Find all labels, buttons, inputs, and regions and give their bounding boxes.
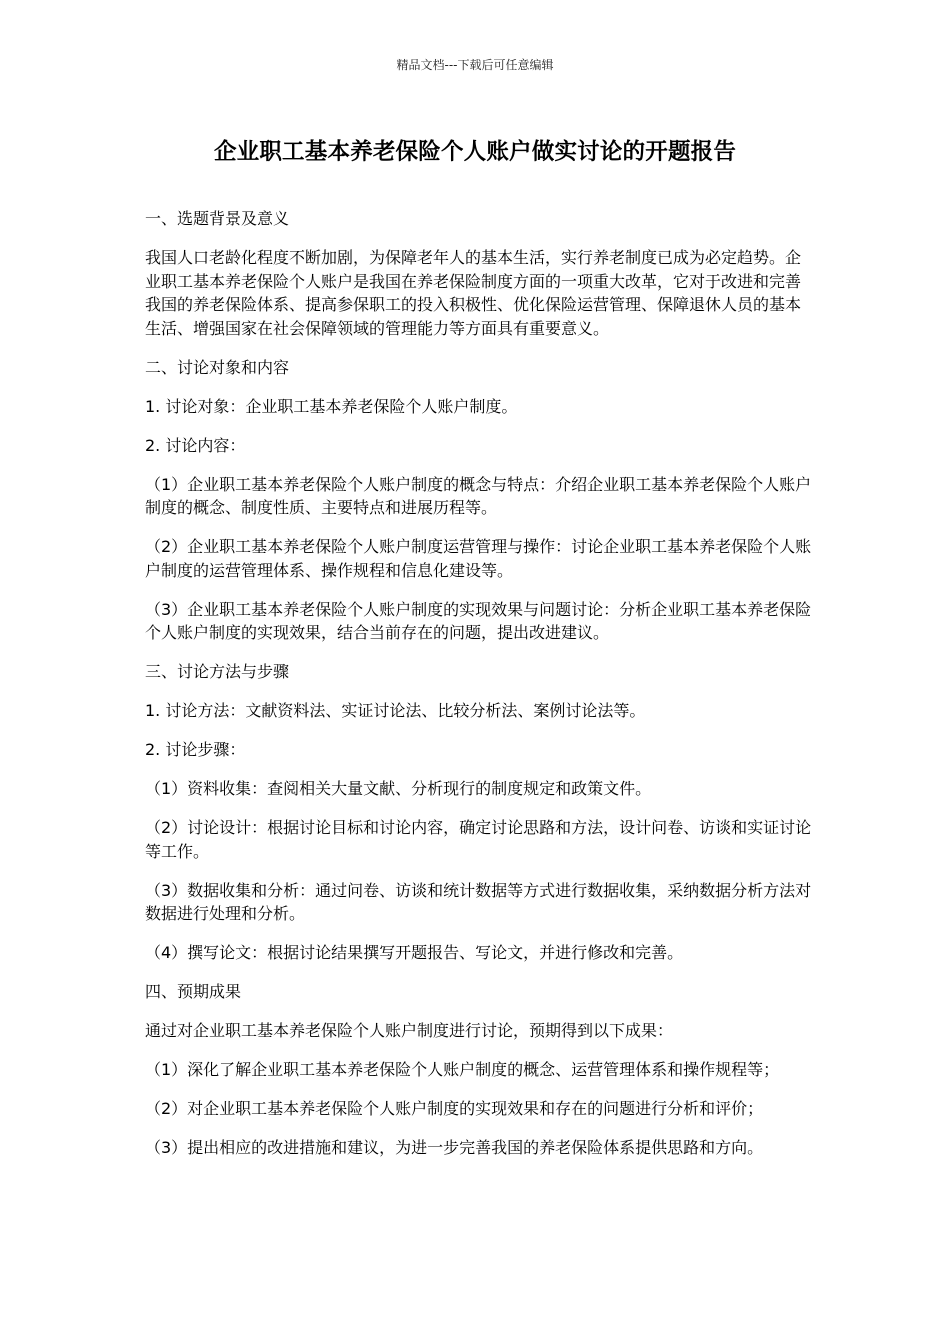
page-header: 精品文档---下载后可任意编辑: [396, 58, 554, 72]
sub-item-operation: （2）企业职工基本养老保险个人账户制度运营管理与操作：讨论企业职工基本养老保险个人账户制度的运营管理体系、操作规程和信息化建设等。: [145, 537, 812, 580]
sub-item-analysis: （3）数据收集和分析：通过问卷、访谈和统计数据等方式进行数据收集，采纳数据分析方法对数据进行处理和分析。: [145, 880, 812, 923]
section-heading-results: 四、预期成果: [145, 982, 242, 1001]
sub-item-design: （2）讨论设计：根据讨论目标和讨论内容，确定讨论思路和方法，设计问卷、访谈和实证讨论等工作。: [145, 818, 812, 861]
sub-item-result-2: （2）对企业职工基本养老保险个人账户制度的实现效果和存在的问题进行分析和评价；: [145, 1099, 764, 1118]
sub-item-result-3: （3）提出相应的改进措施和建议，为进一步完善我国的养老保险体系提供思路和方向。: [145, 1138, 764, 1157]
sub-item-collection: （1）资料收集：查阅相关大量文献、分析现行的制度规定和政策文件。: [145, 779, 652, 798]
list-item-object: 1. 讨论对象：企业职工基本养老保险个人账户制度。: [145, 396, 518, 416]
list-item-content: 2. 讨论内容：: [145, 435, 246, 455]
section-heading-methods: 三、讨论方法与步骤: [145, 662, 290, 681]
sub-item-result-1: （1）深化了解企业职工基本养老保险个人账户制度的概念、运营管理体系和操作规程等；: [145, 1060, 780, 1079]
list-item-methods: 1. 讨论方法：文献资料法、实证讨论法、比较分析法、案例讨论法等。: [145, 701, 646, 720]
document-body: [145, 207, 815, 1175]
section-heading-background: 一、选题背景及意义: [145, 209, 290, 228]
paragraph-background: 我国人口老龄化程度不断加剧，为保障老年人的基本生活，实行养老制度已成为必定趋势。企业职工基本养老保险个人账户是我国在养老保险制度方面的一项重大改革，它对于改进和完善我国的养老保险体系、提高参保职工的投入积极性、优化保险运营管理、保障退休人员的基本生活、增强国家在社会保障领域的管理能力等方面具有重要意义。: [145, 248, 802, 338]
section-heading-objects: 二、讨论对象和内容: [145, 357, 290, 377]
list-item-steps: 2. 讨论步骤：: [145, 740, 246, 759]
sub-item-effect: （3）企业职工基本养老保险个人账户制度的实现效果与问题讨论：分析企业职工基本养老保险个人账户制度的实现效果，结合当前存在的问题，提出改进建议。: [145, 599, 812, 642]
document-title: 企业职工基本养老保险个人账户做实讨论的开题报告: [213, 139, 737, 165]
paragraph-results-intro: 通过对企业职工基本养老保险个人账户制度进行讨论，预期得到以下成果：: [145, 1021, 674, 1040]
sub-item-writing: （4）撰写论文：根据讨论结果撰写开题报告、写论文，并进行修改和完善。: [145, 943, 684, 962]
sub-item-concept: （1）企业职工基本养老保险个人账户制度的概念与特点：介绍企业职工基本养老保险个人账户制度的概念、制度性质、主要特点和进展历程等。: [145, 474, 812, 517]
